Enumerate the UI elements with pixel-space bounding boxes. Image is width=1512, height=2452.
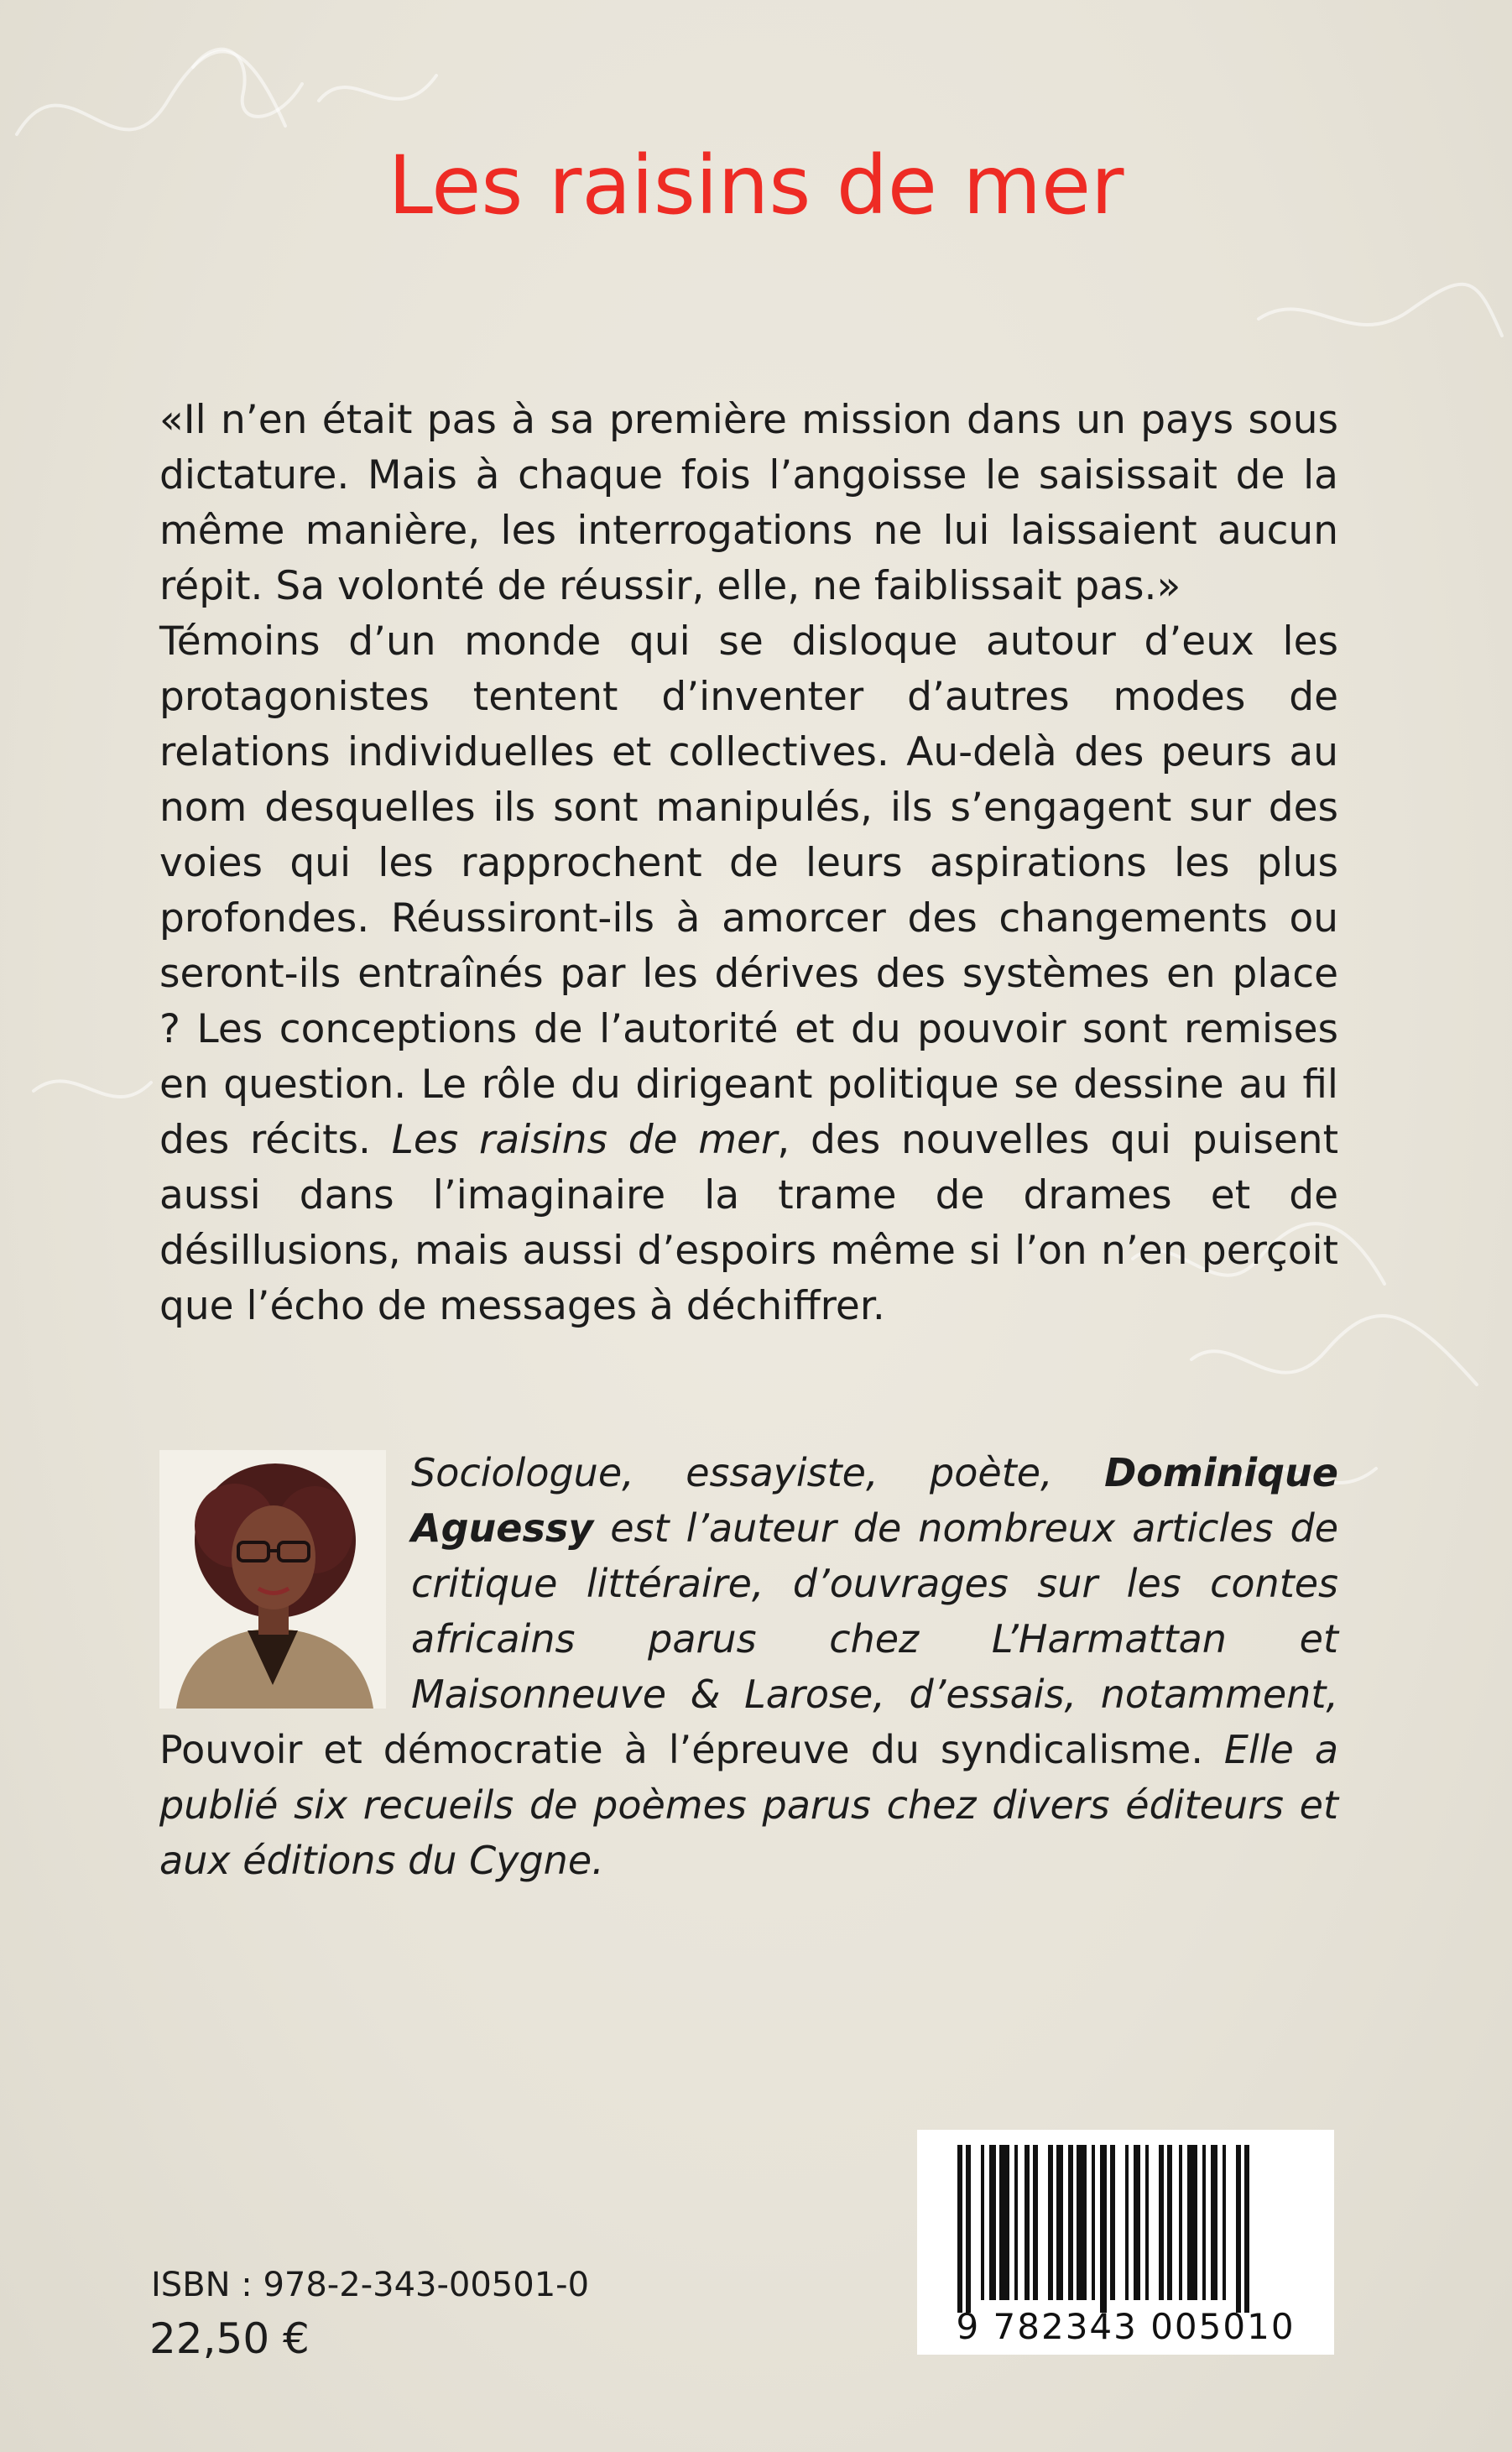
- isbn: ISBN : 978-2-343-00501-0: [151, 2266, 590, 2304]
- barcode-bar: [1134, 2145, 1140, 2300]
- barcode-bar: [1236, 2145, 1241, 2313]
- barcode-bar: [1033, 2145, 1038, 2300]
- barcode-bar: [957, 2145, 962, 2313]
- barcode-bar: [1167, 2145, 1172, 2300]
- barcode-bar: [1187, 2145, 1197, 2300]
- barcode-bar: [1110, 2145, 1115, 2300]
- barcode-bar: [1202, 2145, 1206, 2300]
- barcode: [917, 2130, 1334, 2355]
- price: 22,50 €: [149, 2314, 310, 2363]
- author-bio: [159, 1445, 1338, 1888]
- barcode-bar: [1056, 2145, 1063, 2300]
- bio-middle: est l’auteur de nombreux articles de critique littéraire, d’ouvrages sur les contes africains parus chez L’Harmattan et Maisonneuve & Larose, d’essais, notamment,: [411, 1505, 1338, 1717]
- barcode-bar: [1100, 2145, 1107, 2313]
- barcode-bar: [989, 2145, 996, 2300]
- bio-ending: Elle a publié six recueils de poèmes parus chez divers éditeurs et aux éditions du Cygne.: [159, 1727, 1339, 1883]
- barcode-number: 9 782343 005010: [956, 2306, 1296, 2347]
- barcode-bar: [966, 2145, 971, 2313]
- blurb-description: [159, 614, 1338, 1334]
- barcode-bar: [1092, 2145, 1095, 2300]
- bio-intro: Sociologue, essayiste, poète,: [411, 1450, 1105, 1495]
- essay-title: Pouvoir et démocratie à l’épreuve du syndicalisme.: [159, 1727, 1203, 1772]
- barcode-bar: [1223, 2145, 1226, 2300]
- barcode-bar: [999, 2145, 1009, 2300]
- barcode-bar: [1014, 2145, 1018, 2300]
- barcode-bar: [1048, 2145, 1053, 2300]
- barcode-bar: [1211, 2145, 1217, 2300]
- blurb-text: [159, 393, 1338, 1334]
- barcode-bar: [1159, 2145, 1164, 2300]
- barcode-bar: [1179, 2145, 1182, 2300]
- barcode-bar: [1244, 2145, 1249, 2313]
- blurb-quote: «Il n’en était pas à sa première mission dans un pays sous dictature. Mais à chaque fois l’angoisse le saisissait de la même manière, les interrogations ne lui laissaient aucun répit. Sa volonté de réussir, elle, ne faiblissait pas.»: [159, 397, 1338, 609]
- author-name: Dominique Aguessy: [411, 1450, 1338, 1551]
- barcode-bar: [1025, 2145, 1030, 2300]
- blurb-description-part-2: , des nouvelles qui puisent aussi dans l’imaginaire la trame de drames et de désillusions, mais aussi d’espoirs même si l’on n’en perçoit que l’écho de messages à déchiffrer.: [159, 1117, 1339, 1329]
- barcode-bar: [981, 2145, 984, 2300]
- barcode-bar: [1145, 2145, 1149, 2300]
- barcode-bar: [1068, 2145, 1073, 2300]
- photo-spacer: [159, 1445, 411, 1722]
- blurb-description-part-1: Témoins d’un monde qui se disloque autour d’eux les protagonistes tentent d’inventer d’autres modes de relations individuelles et collectives. Au-delà des peurs au nom desquelles ils sont manipulés, ils s’engagent sur des voies qui les rapprochent de leurs aspirations les plus profondes. Réussiront-ils à amorcer des changements ou seront-ils entraînés par les dérives des systèmes en place ? Les conceptions de l’autorité et du pouvoir sont remises en question. Le rôle du dirigeant politique se dessine au fil des récits.: [159, 618, 1338, 1163]
- barcode-bar: [1125, 2145, 1129, 2300]
- blurb-book-title: Les raisins de mer: [391, 1117, 778, 1163]
- book-title: Les raisins de mer: [388, 138, 1124, 232]
- barcode-bar: [1077, 2145, 1087, 2300]
